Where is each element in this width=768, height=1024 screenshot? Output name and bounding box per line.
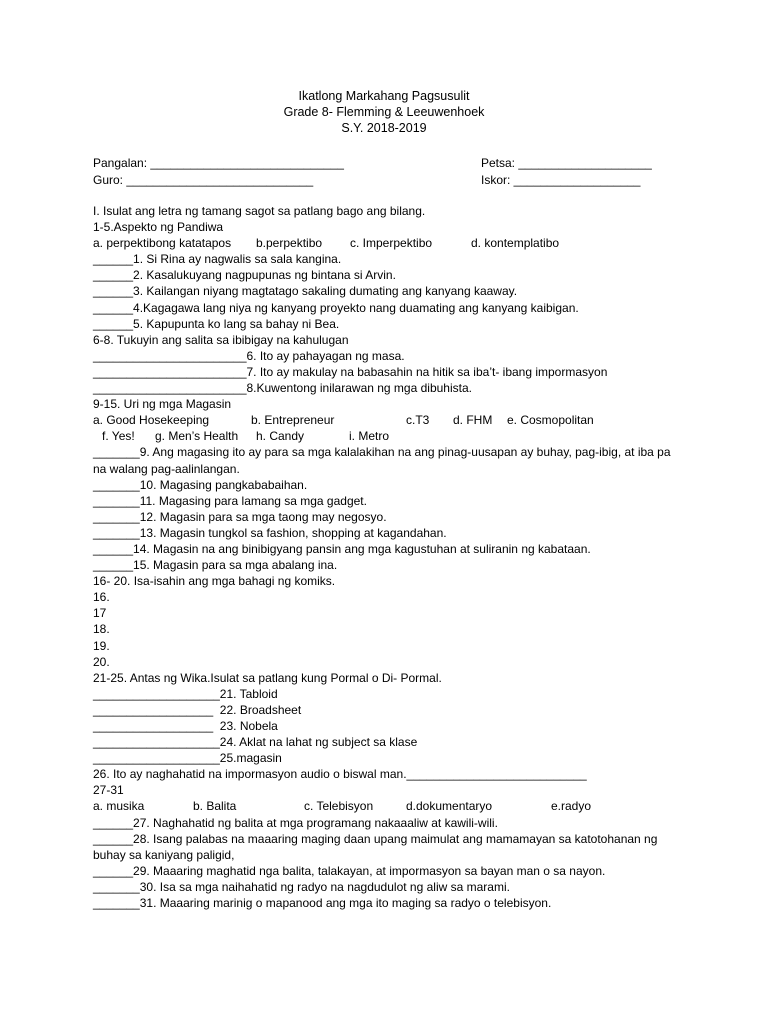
question-item: __________________ 23. Nobela [93, 719, 278, 733]
question-item: ______1. Si Rina ay nagwalis sa sala kangina. [93, 252, 342, 267]
school-year: S.Y. 2018-2019 [341, 121, 427, 135]
choice: g. Men’s Health [155, 429, 239, 444]
choice: d. kontemplatibo [471, 236, 560, 251]
question-item: _______________________7. Ito ay makulay na babasahin na hitik sa iba’t- ibang impormasyon [93, 364, 608, 379]
question-item: _______9. Ang magasing ito ay para sa mga kalalakihan na ang pinag-uusapan ay buhay, pag-ibig, at iba pa na walang pag-aalinlangan. [93, 445, 671, 476]
answer-number: 16. [93, 590, 110, 605]
question-item: ______29. Maaaring maghatid nga balita, talakayan, at impormasyon sa bayan man o sa nayon. [93, 863, 606, 878]
question-item: _______11. Magasing para lamang sa mga gadget. [93, 493, 367, 508]
question-item: _______30. Isa sa mga naihahatid ng radyo na nagdudulot ng aliw sa marami. [93, 879, 510, 894]
choice: c. Imperpektibo [350, 236, 433, 251]
choice: e.radyo [551, 799, 592, 814]
choice: d. FHM [453, 413, 493, 428]
choices-row [93, 428, 673, 444]
question-item: ______2. Kasalukuyang nagpupunas ng bintana si Arvin. [93, 268, 396, 283]
questions [93, 203, 673, 911]
choice: b. Balita [193, 799, 237, 814]
question-item: ______3. Kailangan niyang magtatago sakaling dumating ang kanyang kaaway. [93, 284, 518, 299]
grade-section: Grade 8- Flemming & Leeuwenhoek [283, 105, 485, 119]
section-heading: 6-8. Tukuyin ang salita sa ibibigay na kahulugan [93, 332, 349, 347]
question-item: _______12. Magasin para sa mga taong may negosyo. [93, 509, 387, 524]
choice: c.T3 [406, 413, 430, 428]
section-heading: 1-5.Aspekto ng Pandiwa [93, 220, 224, 235]
answer-number: 20. [93, 654, 110, 669]
question-item: ______15. Magasin para sa mga abalang ina. [93, 558, 338, 573]
question-item: ______14. Magasin na ang binibigyang pansin ang mga kagustuhan at suliranin ng kabataan. [93, 541, 591, 556]
question-item: __________________ 22. Broadsheet [93, 702, 302, 717]
question-item: _______10. Magasing pangkababaihan. [93, 477, 308, 492]
exam-title: Ikatlong Markahang Pagsusulit [298, 89, 470, 103]
question-item: _______13. Magasin tungkol sa fashion, shopping at kagandahan. [93, 525, 447, 540]
iskor-field[interactable]: Iskor: ___________________ [481, 173, 641, 187]
choices-row [93, 235, 673, 251]
guro-field[interactable]: Guro: ____________________________ [93, 173, 314, 187]
question-item: ______5. Kapupunta ko lang sa bahay ni Bea. [93, 316, 340, 331]
question-item: ___________________21. Tabloid [93, 686, 278, 701]
section-heading: 9-15. Uri ng mga Magasin [93, 397, 232, 412]
question-item: ___________________25.magasin [93, 751, 282, 766]
petsa-field[interactable]: Petsa: ____________________ [481, 156, 652, 170]
question-item: ___________________24. Aklat na lahat ng subject sa klase [93, 735, 418, 750]
choices-row [93, 798, 673, 814]
choice: b. Entrepreneur [251, 413, 335, 428]
choice: i. Metro [349, 429, 390, 444]
section-heading: 27-31 [93, 783, 124, 798]
choice: c. Telebisyon [304, 799, 374, 814]
student-fields [93, 155, 693, 189]
pangalan-field[interactable]: Pangalan: _____________________________ [93, 156, 344, 170]
answer-number: 19. [93, 638, 110, 653]
choice: d.dokumentaryo [406, 799, 493, 814]
question-item: 26. Ito ay naghahatid na impormasyon audio o biswal man.___________________________ [93, 767, 587, 782]
question-item: _______________________6. Ito ay pahayagan ng masa. [93, 348, 405, 363]
choice: h. Candy [256, 429, 305, 444]
question-item: _______________________8.Kuwentong inilarawan ng mga dibuhista. [93, 381, 472, 396]
choice: a. perpektibong katatapos [93, 236, 232, 251]
choices-row [93, 412, 673, 428]
question-item: ______4.Kagagawa lang niya ng kanyang proyekto nang duamating ang kanyang kaibigan. [93, 300, 579, 315]
choice: a. musika [93, 799, 145, 814]
question-item: ______27. Naghahatid ng balita at mga programang nakaaaliw at kawili-wili. [93, 815, 498, 830]
answer-number: 17 [93, 606, 107, 621]
question-item: ______28. Isang palabas na maaaring maging daan upang maimulat ang mamamayan sa katotohanan ng buhay sa kaniyang paligid, [93, 831, 658, 862]
choice: f. Yes! [102, 429, 135, 444]
question-item: _______31. Maaaring marinig o mapanood ang mga ito maging sa radyo o telebisyon. [93, 896, 552, 911]
answer-number: 18. [93, 622, 110, 637]
choice: a. Good Hosekeeping [93, 413, 210, 428]
instruction: I. Isulat ang letra ng tamang sagot sa patlang bago ang bilang. [93, 204, 426, 218]
section-heading: 16- 20. Isa-isahin ang mga bahagi ng komiks. [93, 574, 336, 589]
header [0, 88, 768, 136]
choice: b.perpektibo [256, 236, 323, 251]
choice: e. Cosmopolitan [507, 413, 594, 428]
section-heading: 21-25. Antas ng Wika.Isulat sa patlang kung Pormal o Di- Pormal. [93, 670, 442, 685]
